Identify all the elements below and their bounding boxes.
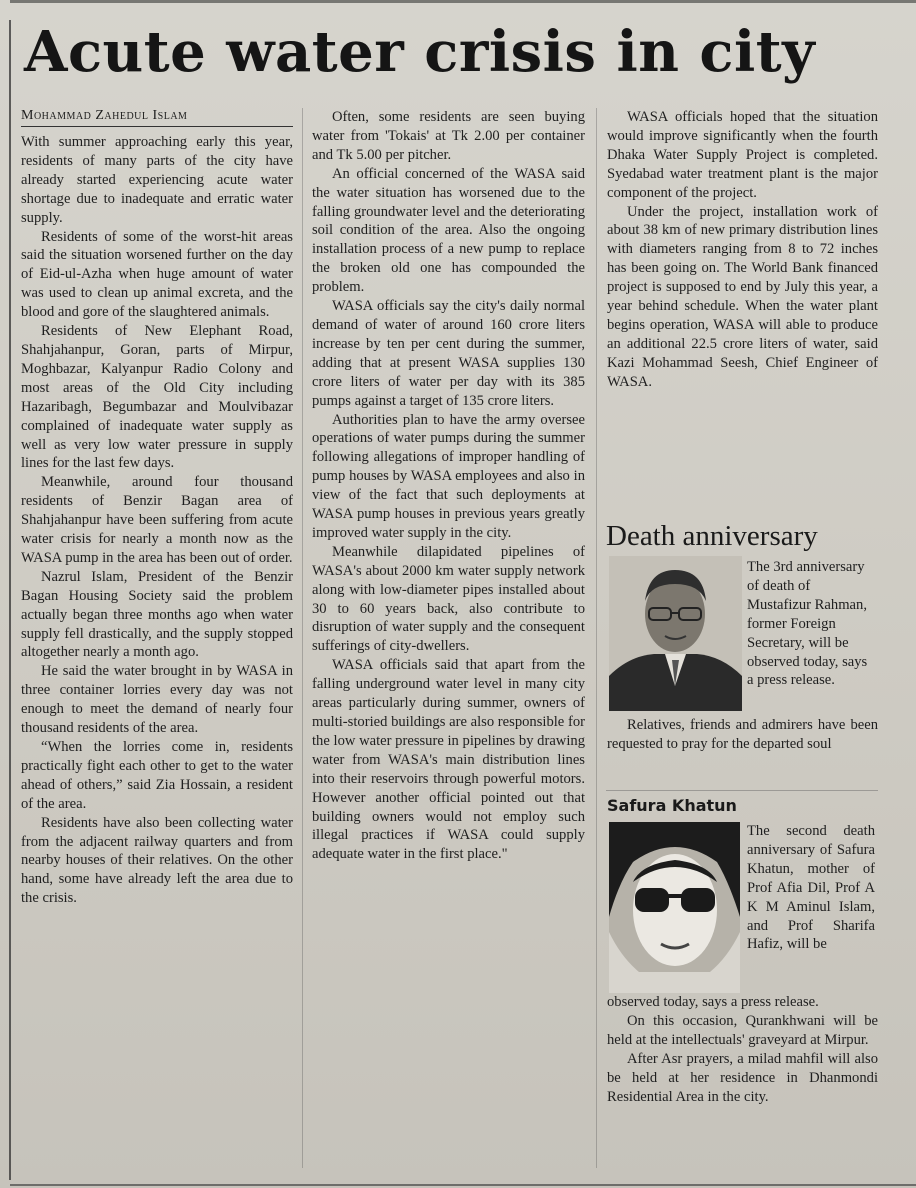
column-rule-2	[596, 108, 597, 1168]
safura-khatun-heading: Safura Khatun	[607, 796, 737, 815]
paragraph: After Asr prayers, a milad mahfil will also be held at her residence in Dhanmondi Residential Area in the city.	[607, 1050, 878, 1105]
paragraph: observed today, says a press release.	[607, 994, 819, 1010]
portrait-photo-mustafizur	[609, 556, 742, 711]
portrait-photo-safura	[609, 822, 740, 993]
bottom-border	[10, 1184, 916, 1186]
article-column-2	[312, 108, 585, 864]
paragraph: WASA officials say the city's daily normal demand of water of around 160 crore liters increase by ten per cent during the summer, adding that at present WASA supplies 130 crore liters of water per day with its 385 pumps against a target of 135 crore liters.	[312, 298, 585, 409]
top-border	[10, 0, 916, 3]
paragraph: WASA officials hoped that the situation would improve significantly when the fourth Dhaka Water Supply Project is completed. Syedabad water treatment plant is the major component of the project.	[607, 109, 878, 201]
portrait-illustration	[609, 822, 740, 993]
paragraph: Nazrul Islam, President of the Benzir Bagan Housing Society said the problem actually began three months ago when water supply fell drastically, and the supply stopped altogether nearly a month ago.	[21, 568, 293, 661]
paragraph: An official concerned of the WASA said the water situation has worsened due to the falling groundwater level and the deteriorating soil condition of the area. Also the ongoing installation process of a new pump to replace the broken old one has compounded the problem.	[312, 165, 585, 296]
paragraph: Residents have also been collecting water from the adjacent railway quarters and from nearby houses of their relatives. On the other hand, some have already left the area due to the crisis.	[21, 814, 293, 907]
paragraph: On this occasion, Qurankhwani will be held at the intellectuals' graveyard at Mirpur.	[607, 1012, 878, 1048]
paragraph: With summer approaching early this year, residents of many parts of the city have already started experiencing acute water shortage due to inadequate and erratic water supply.	[21, 134, 293, 226]
portrait-caption-mustafizur	[747, 558, 877, 690]
column-rule-1	[302, 108, 303, 1168]
safura-khatun-text	[607, 993, 878, 1106]
caption-text: The 3rd anniversary of death of Mustafizur Rahman, former Foreign Secretary, will be observed today, says a press release.	[747, 559, 868, 689]
death-anniversary-heading: Death anniversary	[606, 520, 818, 552]
paragraph: Relatives, friends and admirers have been requested to pray for the departed soul	[607, 717, 878, 752]
article-headline: Acute water crisis in city	[24, 19, 816, 85]
paragraph: Often, some residents are seen buying water from 'Tokais' at Tk 2.00 per container and Tk 5.00 per pitcher.	[312, 109, 585, 163]
paragraph: Residents of New Elephant Road, Shahjahanpur, Goran, parts of Mirpur, Moghbazar, Kalyanpur Radio Colony and most areas of the Old City including Hazaribagh, Begumbazar and Moulvibazar complained of inadequate water supply as well as very low water pressure in supply lines for the last few days.	[21, 323, 293, 472]
paragraph: Residents of some of the worst-hit areas said the situation worsened further on the day of Eid-ul-Azha when huge amount of water was used to clean up animal excreta, and the blood and gore of the slaughtered animals.	[21, 228, 293, 321]
caption-text: The second death anniversary of Safura Khatun, mother of Prof Afia Dil, Prof A K M Aminul Islam, and Prof Sharifa Hafiz, will be	[747, 823, 875, 953]
article-column-1	[21, 133, 293, 908]
portrait-caption-safura	[747, 822, 875, 954]
paragraph: Meanwhile, around four thousand residents of Benzir Bagan area of Shahjahanpur have been suffering from acute water crisis for nearly a month now as the WASA pump in the area has been out of order.	[21, 474, 293, 566]
article-column-3	[607, 108, 878, 392]
paragraph: Under the project, installation work of about 38 km of new primary distribution lines with diameters ranging from 8 to 72 inches has been going on. The World Bank financed project is supposed to end by July this year, a year behind schedule. When the water plant begins operation, WASA will able to produce an additional 22.5 crore liters of water, said Kazi Mohammad Seesh, Chief Engineer of WASA.	[607, 203, 878, 390]
section-divider	[606, 790, 878, 791]
paragraph: “When the lorries come in, residents practically fight each other to get to the water ahead of others,” said Zia Hossain, a resident of the area.	[21, 739, 293, 812]
paragraph: Meanwhile dilapidated pipelines of WASA's about 2000 km water supply network along with low-diameter pipes installed about 30 to 60 years back, also contribute to disruption of water supply and the consequent sufferings of city-dwellers.	[312, 543, 585, 655]
paragraph: Authorities plan to have the army oversee operations of water pumps during the summer following allegations of improper handling of pump houses by WASA employees and also in view of the fact that such deployments at WASA pump houses in previous years greatly improved water supply in the city.	[312, 411, 585, 541]
article-byline: Mohammad Zahedul Islam	[21, 108, 293, 127]
paragraph: He said the water brought in by WASA in three container lorries every day was not enough to meet the demand of nearly four thousand residents of the area.	[21, 663, 293, 737]
paragraph: WASA officials said that apart from the falling underground water level in many city areas particularly during summer, owners of multi-storied buildings are also responsible for the low water pressure in pipelines by drawing water from WASA's main distribution lines into their reservoirs through powerful motors. However another official pointed out that building owners would not employ such illegal practices if WASA could supply adequate water in the first place."	[312, 657, 585, 863]
portrait-illustration	[609, 556, 742, 711]
left-border	[9, 20, 11, 1180]
death-anniversary-note	[607, 716, 878, 754]
